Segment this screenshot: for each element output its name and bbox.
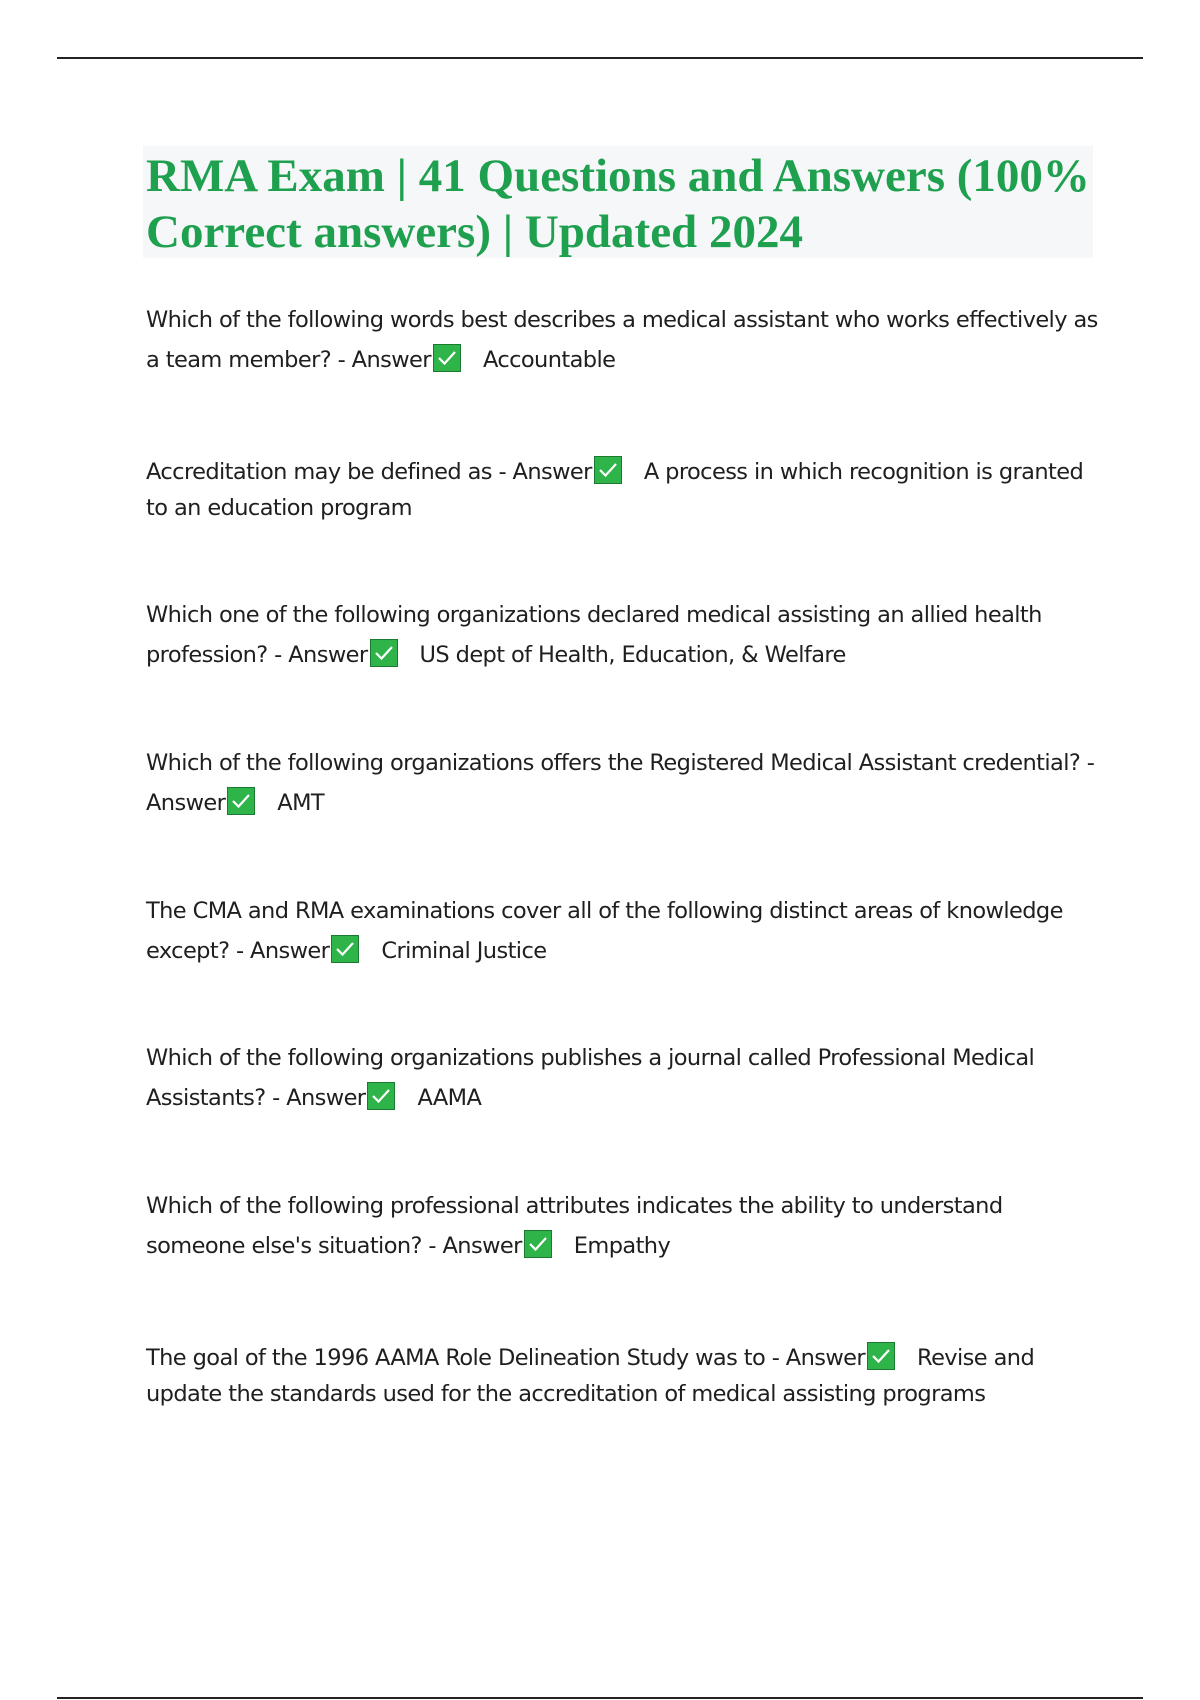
green-check-box-icon bbox=[227, 787, 255, 815]
question-text: The goal of the 1996 AAMA Role Delineation Study was to - Answer bbox=[146, 1345, 866, 1371]
qa-item bbox=[146, 595, 1106, 675]
title-banner bbox=[143, 146, 1093, 258]
question-text: Which of the following professional attributes indicates the ability to understand someone else's situation? - Answer bbox=[146, 1193, 1003, 1259]
answer-text: Criminal Justice bbox=[381, 938, 547, 964]
green-check-box-icon bbox=[524, 1230, 552, 1258]
qa-item bbox=[146, 300, 1106, 380]
qa-item bbox=[146, 743, 1106, 823]
question-text: Which one of the following organizations declared medical assisting an allied health profession? - Answer bbox=[146, 602, 1042, 668]
green-check-box-icon bbox=[433, 344, 461, 372]
answer-text: A process in which recognition is granted to an education program bbox=[146, 459, 1084, 521]
qa-item bbox=[146, 891, 1106, 971]
question-text: Which of the following words best describes a medical assistant who works effectively as a team member? - Answer bbox=[146, 307, 1098, 373]
green-check-box-icon bbox=[370, 639, 398, 667]
question-text: Which of the following organizations publishes a journal called Professional Medical Assistants? - Answer bbox=[146, 1045, 1035, 1111]
answer-text: AMT bbox=[277, 790, 325, 816]
qa-item bbox=[146, 1340, 1106, 1412]
green-check-box-icon bbox=[331, 935, 359, 963]
answer-text: US dept of Health, Education, & Welfare bbox=[419, 642, 846, 668]
answer-text: Accountable bbox=[482, 347, 616, 373]
question-text: Which of the following organizations offers the Registered Medical Assistant credential? - Answer bbox=[146, 750, 1095, 816]
question-text: Accreditation may be defined as - Answer bbox=[146, 459, 592, 485]
qa-item bbox=[146, 454, 1106, 526]
green-check-box-icon bbox=[867, 1342, 895, 1370]
header-rule bbox=[57, 57, 1143, 59]
question-text: The CMA and RMA examinations cover all of the following distinct areas of knowledge except? - Answer bbox=[146, 898, 1063, 964]
green-check-box-icon bbox=[367, 1082, 395, 1110]
qa-item bbox=[146, 1186, 1106, 1266]
qa-item bbox=[146, 1038, 1106, 1118]
footer-rule bbox=[57, 1697, 1143, 1699]
answer-text: Revise and update the standards used for the accreditation of medical assisting programs bbox=[146, 1345, 1035, 1407]
answer-text: AAMA bbox=[417, 1085, 482, 1111]
answer-text: Empathy bbox=[573, 1233, 671, 1259]
document-title: RMA Exam | 41 Questions and Answers (100% Correct answers) | Updated 2024 bbox=[146, 150, 1090, 258]
green-check-box-icon bbox=[594, 456, 622, 484]
